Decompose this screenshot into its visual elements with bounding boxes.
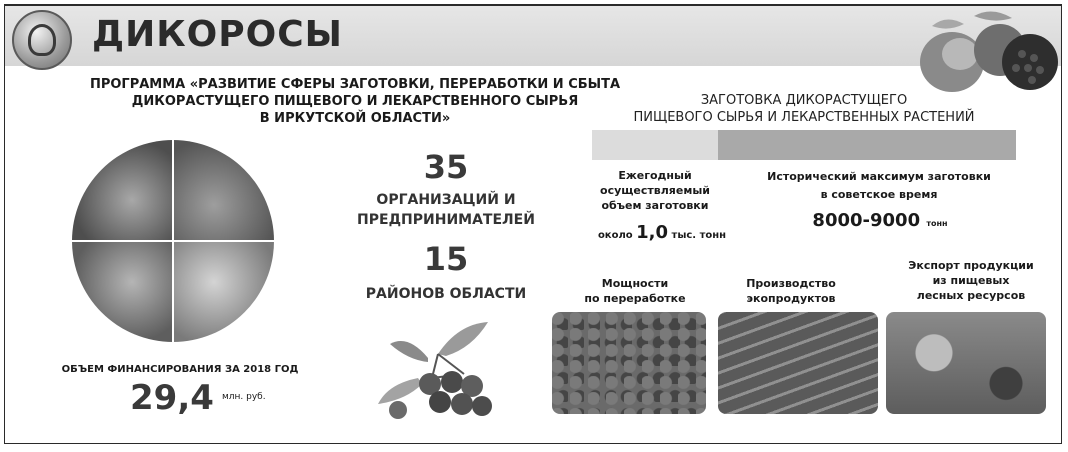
berries-image — [912, 6, 1062, 98]
historic-label-line: в советское время — [820, 188, 938, 201]
eco-products-photo — [718, 312, 878, 414]
annual-prefix: около — [597, 230, 633, 241]
rowan-berries-image — [368, 314, 508, 424]
orgs-label-line: ОРГАНИЗАЦИЙ И — [376, 192, 516, 208]
districts-count: 15 — [423, 240, 469, 278]
funding-label: ОБЪЕМ ФИНАНСИРОВАНИЯ ЗА 2018 ГОД — [61, 364, 299, 375]
harvest-historic-bar — [718, 130, 1016, 160]
processing-caption — [560, 276, 710, 306]
historic-label-line: Исторический максимум заготовки — [767, 170, 991, 183]
harvest-title — [592, 92, 1016, 126]
annual-volume-label — [592, 168, 718, 213]
historic-unit: тонн — [926, 219, 948, 228]
page-title: ДИКОРОСЫ — [92, 14, 343, 55]
harvest-title-line: ПИЩЕВОГО СЫРЬЯ И ЛЕКАРСТВЕННЫХ РАСТЕНИЙ — [633, 110, 975, 125]
collage-berries-photo — [72, 140, 172, 240]
historic-number: 8000-9000 — [812, 210, 921, 231]
caption-line: Экспорт продукции — [908, 259, 1034, 272]
historic-max-value — [800, 210, 960, 231]
orgs-count: 35 — [423, 148, 469, 186]
program-title — [60, 76, 650, 127]
districts-label: РАЙОНОВ ОБЛАСТИ — [365, 286, 527, 302]
eco-caption — [716, 276, 866, 306]
program-title-line: В ИРКУТСКОЙ ОБЛАСТИ» — [259, 111, 451, 126]
harvest-annual-bar — [592, 130, 718, 160]
annual-volume-value — [592, 222, 732, 243]
collage-pinecones-photo — [72, 242, 172, 342]
collage-mushrooms-photo — [174, 140, 274, 240]
caption-line: из пищевых — [932, 274, 1010, 287]
annual-number: 1,0 — [636, 222, 669, 243]
caption-line: экопродуктов — [746, 292, 836, 305]
program-title-line: ПРОГРАММА «РАЗВИТИЕ СФЕРЫ ЗАГОТОВКИ, ПЕРЕРАБОТКИ И СБЫТА — [89, 77, 621, 92]
annual-unit: тыс. тонн — [671, 230, 727, 241]
historic-max-label — [748, 168, 1010, 204]
region-emblem-icon — [12, 10, 72, 70]
orgs-label-line: ПРЕДПРИНИМАТЕЛЕЙ — [357, 212, 535, 228]
annual-label-line: Ежегодный — [618, 169, 692, 182]
annual-label-line: осуществляемый — [600, 184, 710, 197]
harvest-title-line: ЗАГОТОВКА ДИКОРАСТУЩЕГО — [700, 93, 908, 108]
caption-line: по переработке — [584, 292, 686, 305]
funding-value: 29,4 — [130, 378, 214, 418]
caption-line: Производство — [746, 277, 836, 290]
collage-flowers-photo — [174, 242, 274, 342]
program-title-line: ДИКОРАСТУЩЕГО ПИЩЕВОГО И ЛЕКАРСТВЕННОГО СЫРЬЯ — [131, 94, 579, 109]
wild-plants-collage — [72, 140, 274, 342]
annual-label-line: объем заготовки — [601, 199, 709, 212]
funding-unit: млн. руб. — [222, 392, 266, 402]
orgs-label — [346, 190, 546, 230]
processing-photo — [552, 312, 706, 414]
caption-line: лесных ресурсов — [916, 289, 1026, 302]
export-caption — [886, 258, 1056, 303]
export-products-photo — [886, 312, 1046, 414]
caption-line: Мощности — [601, 277, 669, 290]
